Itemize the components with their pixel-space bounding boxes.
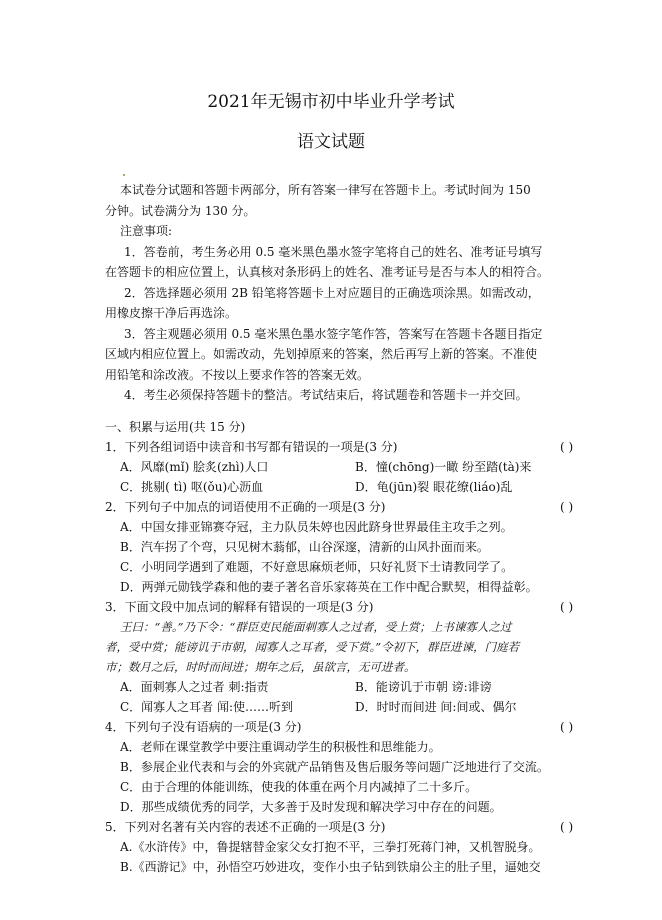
- option-c: C．挑剔( tì) 呕(ǒu)心沥血: [120, 480, 264, 494]
- option-row: [120, 459, 580, 475]
- option-d: D．龟(jūn)裂 眼花缭(liáo)乱: [355, 480, 513, 494]
- option-row: [120, 479, 580, 495]
- answer-paren: ( ): [560, 720, 574, 734]
- option-d: D．那些成绩优秀的同学，大多善于及时发现和解决学习中存在的问题。: [120, 800, 502, 814]
- answer-paren: ( ): [560, 500, 574, 514]
- option-a: A．风靡(mǐ) 脍炙(zhì)人口: [120, 460, 269, 474]
- option-c: C．闻寡人之耳者 闻:使……听到: [120, 700, 294, 714]
- option-d: D．两弹元勋钱学森和他的妻子著名音乐家蒋英在工作中配合默契，相得益彰。: [120, 580, 538, 594]
- option-row: [120, 679, 580, 695]
- option-c: C．小明同学遇到了难题，不好意思麻烦老师，只好礼贤下士请教同学了。: [120, 560, 514, 574]
- section-heading: 一、积累与运用(共 15 分): [105, 420, 246, 434]
- question-stem: 4．下列句子没有语病的一项是(3 分) ( ): [105, 720, 574, 734]
- question-stem: 3．下面文段中加点词的解释有错误的一项是(3 分) ( ): [105, 600, 574, 614]
- intro-line: 4．考生必须保持答题卡的整洁。考试结束后，将试题卷和答题卡一并交回。: [124, 388, 528, 402]
- intro-line: 用橡皮擦干净后再选涂。: [105, 306, 238, 320]
- intro-line: 3．答主观题必须用 0.5 毫米黑色墨水签字笔作答，答案写在答题卡各题目指定: [124, 327, 543, 341]
- option-b: B．憧(chōng)一瞰 纷至踏(tà)来: [355, 460, 532, 474]
- intro-line: 分钟。试卷满分为 130 分。: [105, 204, 256, 218]
- option-a: A.《水浒传》中，鲁提辖替金家父女打抱不平，三拳打死蒋门神，又机智脱身。: [120, 840, 541, 854]
- question-stem: 5．下列对名著有关内容的表述不正确的一项是(3 分) ( ): [105, 820, 574, 834]
- passage-line: 者，受中赏；能谤讥于市朝，闻寡人之耳者，受下赏。”令初下，群臣进谏，门庭若: [105, 640, 520, 654]
- intro-line: 1．答卷前，考生务必用 0.5 毫米黑色墨水签字笔将自己的姓名、准考证号填写: [124, 245, 543, 259]
- option-row: [120, 699, 580, 715]
- intro-line: 用铅笔和涂改液。不按以上要求作答的答案无效。: [105, 368, 370, 382]
- intro-line: 2．答选择题必须用 2B 铅笔将答题卡上对应题目的正确选项涂黑。如需改动，: [124, 286, 540, 300]
- ink-speck: [123, 174, 125, 176]
- intro-line: 在答题卡的相应位置上，认真核对条形码上的姓名、准考证号是否与本人的相符合。: [105, 265, 550, 279]
- option-a: A．面刺寡人之过者 刺:指责: [120, 680, 269, 694]
- option-b: B．参展企业代表和与会的外宾就产品销售及售后服务等问题广泛地进行了交流。: [120, 760, 549, 774]
- option-a: A．老师在课堂教学中要注重调动学生的积极性和思维能力。: [120, 740, 441, 754]
- option-a: A．中国女排亚锦赛夺冠，主力队员朱婷也因此跻身世界最佳主攻手之列。: [120, 520, 513, 534]
- answer-paren: ( ): [560, 440, 574, 454]
- passage-line: 王曰：“善。”乃下令：“群臣吏民能面刺寡人之过者，受上赏；上书谏寡人之过: [120, 620, 512, 634]
- intro-line: 本试卷分试题和答题卡两部分，所有答案一律写在答题卡上。考试时间为 150: [120, 183, 531, 197]
- question-stem: 2．下列句子中加点的词语使用不正确的一项是(3 分) ( ): [105, 500, 574, 514]
- option-b: B．汽车拐了个弯，只见树木蓊郁，山谷深邃，清新的山风扑面而来。: [120, 540, 489, 554]
- option-b: B．能谤讥于市朝 谤:诽谤: [355, 680, 492, 694]
- passage-line: 市；数月之后，时时而间进；期年之后，虽欲言，无可进者。: [105, 660, 416, 674]
- question-stem: 1．下列各组词语中读音和书写都有错误的一项是(3 分) ( ): [105, 440, 574, 454]
- page-title: 2021年无锡市初中毕业升学考试: [207, 92, 455, 112]
- answer-paren: ( ): [560, 820, 574, 834]
- intro-line: 区域内相应位置上。如需改动，先划掉原来的答案，然后再写上新的答案。不准使: [105, 347, 538, 361]
- option-c: C．由于合理的体能训练，使我的体重在两个月内减掉了二十多斤。: [120, 780, 478, 794]
- answer-paren: ( ): [560, 600, 574, 614]
- notes-heading: 注意事项:: [120, 224, 173, 238]
- option-d: D．时时而间进 间:间或、偶尔: [355, 700, 517, 714]
- page-subtitle: 语文试题: [297, 132, 365, 152]
- option-b: B.《西游记》中，孙悟空巧妙进攻，变作小虫子钻到铁扇公主的肚子里，逼她交: [120, 860, 541, 874]
